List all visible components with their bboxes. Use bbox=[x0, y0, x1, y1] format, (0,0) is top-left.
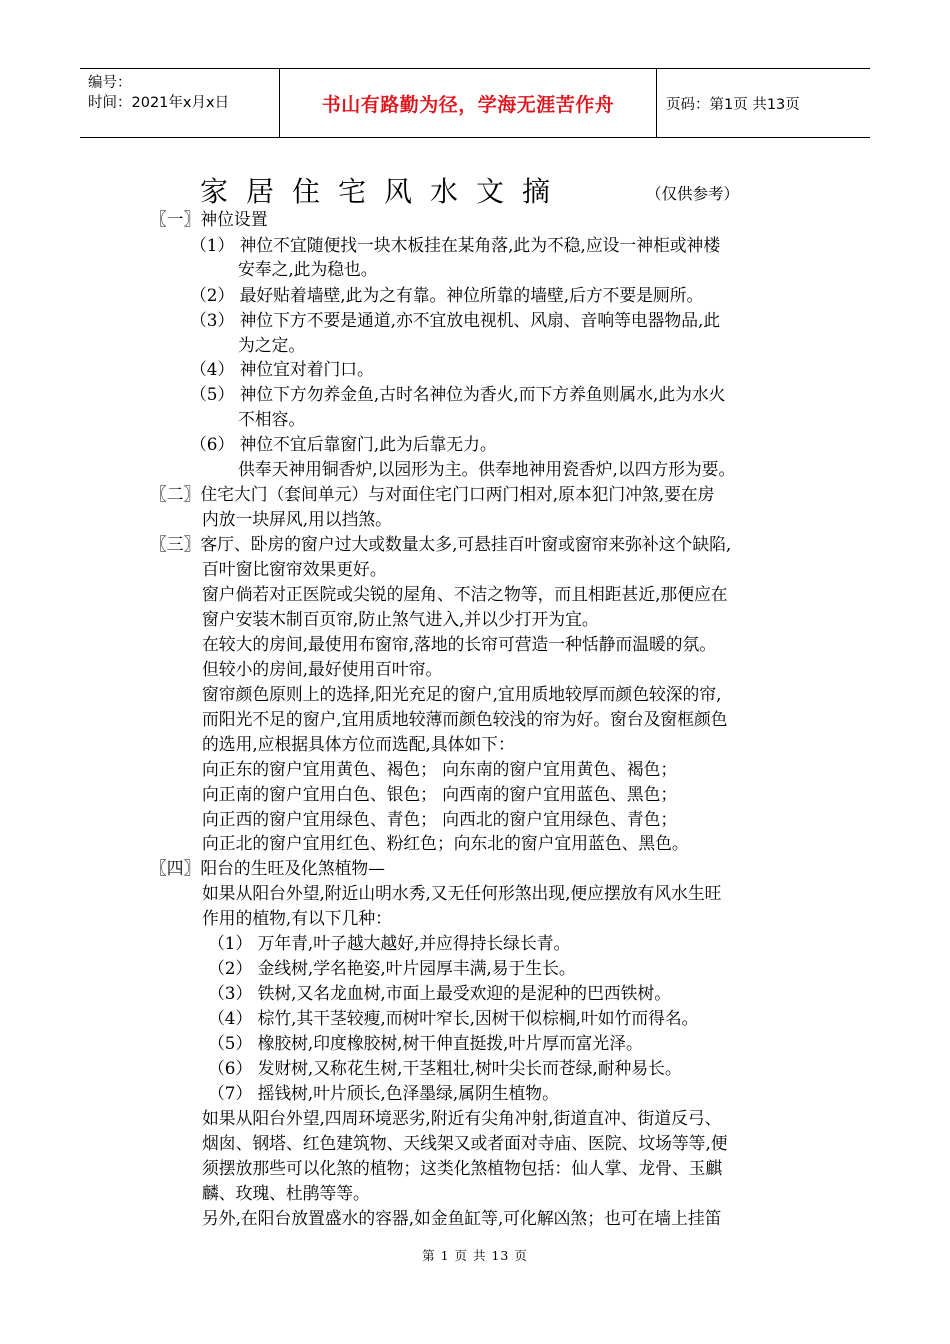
text-line: 百叶窗比窗帘效果更好。 bbox=[202, 559, 387, 579]
text-line: 作用的植物,有以下几种： bbox=[202, 908, 392, 928]
list-item: （4） 神位宜对着门口。 bbox=[190, 359, 374, 379]
list-item: （1） 万年青,叶子越大越好,并应得持长绿长青。 bbox=[208, 933, 571, 953]
text-line: 在较大的房间,最使用布窗帘,落地的长帘可营造一种恬静而温暖的氛。 bbox=[202, 634, 717, 654]
header-number: 编号： bbox=[88, 75, 132, 91]
list-item: （5） 神位下方勿养金鱼,古时名神位为香火,而下方养鱼则属水,此为水火 bbox=[190, 384, 726, 404]
text-line: 但较小的房间,最好使用百叶帘。 bbox=[202, 659, 443, 679]
text-line: 烟囱、钢塔、红色建筑物、天线架又或者面对寺庙、医院、坟场等等,便 bbox=[202, 1133, 728, 1153]
section-heading: 〖三〗客厅、卧房的窗户过大或数量太多,可悬挂百叶窗或窗帘来弥补这个缺陷, bbox=[150, 534, 732, 554]
page-title: 家居住宅风水文摘 bbox=[200, 175, 569, 208]
page-footer: 第 1 页 共 13 页 bbox=[422, 1248, 528, 1263]
list-item: （6） 发财树,又称花生树,干茎粗壮,树叶尖长而苍绿,耐种易长。 bbox=[208, 1058, 682, 1078]
list-item: （1） 神位不宜随便找一块木板挂在某角落,此为不稳,应设一神柜或神楼 bbox=[190, 235, 721, 255]
text-line: 的选用,应根据具体方位而选配,具体如下： bbox=[202, 734, 515, 754]
section-heading: 〖四〗阳台的生旺及化煞植物— bbox=[150, 858, 385, 878]
section-heading: 〖一〗神位设置 bbox=[150, 209, 268, 229]
text-line: 窗户倘若对正医院或尖锐的屋角、不洁之物等，而且相距甚近,那便应在 bbox=[202, 584, 728, 604]
text-line: 向正南的窗户宜用白色、银色； 向西南的窗户宜用蓝色、黑色； bbox=[202, 784, 678, 804]
text-line: 供奉天神用铜香炉,以园形为主。供奉地神用瓷香炉,以四方形为要。 bbox=[238, 459, 736, 479]
text-line: 不相容。 bbox=[238, 409, 306, 429]
text-line: 安奉之,此为稳也。 bbox=[238, 259, 378, 279]
text-line: 向正西的窗户宜用绿色、青色； 向西北的窗户宜用绿色、青色； bbox=[202, 809, 678, 829]
document-header bbox=[80, 68, 870, 138]
text-line: 须摆放那些可以化煞的植物；这类化煞植物包括：仙人掌、龙骨、玉麒 bbox=[202, 1158, 723, 1178]
header-date: 时间：2021年x月x日 bbox=[88, 95, 230, 111]
text-line: 向正北的窗户宜用红色、粉红色；向东北的窗户宜用蓝色、黑色。 bbox=[202, 833, 689, 853]
header-motto: 书山有路勤为径，学海无涯苦作舟 bbox=[321, 93, 615, 116]
list-item: （3） 神位下方不要是通道,亦不宜放电视机、风扇、音响等电器物品,此 bbox=[190, 310, 721, 330]
header-divider bbox=[279, 69, 280, 137]
text-line: 内放一块屏风,用以挡煞。 bbox=[202, 509, 392, 529]
text-line: 窗户安装木制百页帘,防止煞气进入,并以少打开为宜。 bbox=[202, 609, 599, 629]
header-divider bbox=[656, 69, 657, 137]
text-line: 而阳光不足的窗户,宜用质地较薄而颜色较浅的帘为好。窗台及窗框颜色 bbox=[202, 709, 728, 729]
list-item: （7） 摇钱树,叶片颀长,色泽墨绿,属阴生植物。 bbox=[208, 1083, 559, 1103]
list-item: （6） 神位不宜后靠窗门,此为后靠无力。 bbox=[190, 434, 497, 454]
list-item: （2） 金线树,学名艳姿,叶片园厚丰满,易于生长。 bbox=[208, 958, 576, 978]
text-line: 如果从阳台外望,附近山明水秀,又无任何形煞出现,便应摆放有风水生旺 bbox=[202, 883, 722, 903]
text-line: 向正东的窗户宜用黄色、褐色； 向东南的窗户宜用黄色、褐色； bbox=[202, 759, 678, 779]
list-item: （3） 铁树,又名龙血树,市面上最受欢迎的是泥种的巴西铁树。 bbox=[208, 983, 671, 1003]
list-item: （2） 最好贴着墙壁,此为之有靠。神位所靠的墙壁,后方不要是厕所。 bbox=[190, 285, 704, 305]
text-line: 另外,在阳台放置盛水的容器,如金鱼缸等,可化解凶煞；也可在墙上挂笛 bbox=[202, 1208, 722, 1228]
text-line: 如果从阳台外望,四周环境恶劣,附近有尖角冲射,街道直冲、街道反弓、 bbox=[202, 1108, 722, 1128]
header-page-info: 页码：第1页 共13页 bbox=[666, 96, 800, 113]
header-meta bbox=[88, 73, 229, 113]
page-subtitle: （仅供参考） bbox=[646, 185, 740, 203]
text-line: 为之定。 bbox=[238, 335, 306, 355]
text-line: 麟、玫瑰、杜鹃等等。 bbox=[202, 1183, 370, 1203]
text-line: 窗帘颜色原则上的选择,阳光充足的窗户,宜用质地较厚而颜色较深的帘, bbox=[202, 684, 722, 704]
list-item: （5） 橡胶树,印度橡胶树,树干伸直挺拨,叶片厚而富光泽。 bbox=[208, 1033, 643, 1053]
section-heading: 〖二〗住宅大门（套间单元）与对面住宅门口两门相对,原本犯门冲煞,要在房 bbox=[150, 484, 715, 504]
list-item: （4） 棕竹,其干茎较瘦,而树叶窄长,因树干似棕榈,叶如竹而得名。 bbox=[208, 1008, 699, 1028]
title-row bbox=[0, 170, 950, 210]
